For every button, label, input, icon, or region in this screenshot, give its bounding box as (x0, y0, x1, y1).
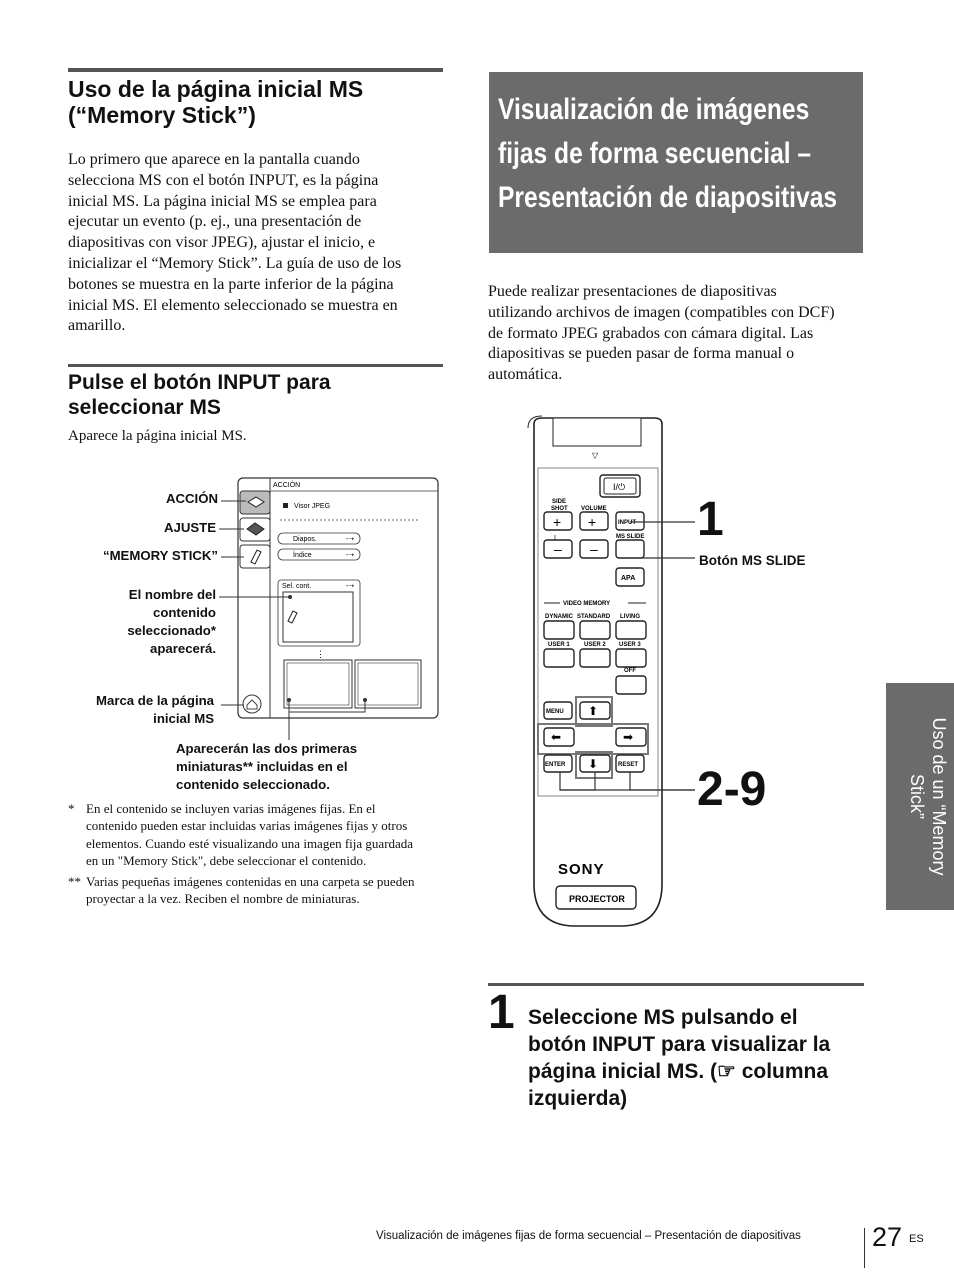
footnote-2-mark: ** (68, 874, 81, 889)
screen-item-indice: Índice (293, 552, 312, 559)
remote-callout-lines (520, 500, 760, 800)
ms-slide-label: Botón MS SLIDE (699, 553, 806, 568)
step1-number: 1 (488, 986, 515, 1039)
svg-text:STANDARD: STANDARD (577, 614, 611, 620)
footer-divider (864, 1228, 865, 1268)
right-arrow-icon: ➡ (623, 730, 634, 744)
callout-memory-stick: “MEMORY STICK” (102, 548, 218, 563)
svg-text:⋮: ⋮ (316, 649, 325, 659)
chapter-title: Visualización de imágenes fijas de forma secuencial – Presentación de diapositivas (498, 93, 838, 214)
page-lang: ES (909, 1233, 924, 1245)
svg-text:USER 3: USER 3 (619, 642, 641, 648)
projector-label: PROJECTOR (569, 894, 625, 904)
footer-text: Visualización de imágenes fijas de forma secuencial – Presentación de diapositivas (376, 1230, 801, 1242)
callout-ajuste: AJUSTE (163, 520, 216, 535)
svg-text:DYNAMIC: DYNAMIC (545, 614, 573, 620)
svg-text:ENTER: ENTER (545, 762, 566, 768)
svg-text:INPUT: INPUT (618, 520, 636, 526)
screen-item-sel: Sel. cont. (282, 583, 312, 590)
side-tab: Uso de un “Memory Stick” (886, 683, 954, 910)
svg-text:-➝: -➝ (346, 536, 355, 543)
section1-paragraph: Lo primero que aparece en la pantalla cuando selecciona MS con el botón INPUT, es la página inicial MS. La página inicial MS se emplea para ejecutar un evento (p. ej., una presentación de diapositivas con visor JPEG), ajustar el inicio, e inicializar el “Memory Stick”. La guía de uso de los botones se muestra en la parte inferior de la página inicial MS. El elemento seleccionado se muestra en amarillo. (68, 151, 402, 335)
step-label-1: 1 (697, 493, 724, 546)
callout-lines (0, 0, 480, 760)
svg-text:I/⏻: I/⏻ (613, 482, 626, 492)
svg-text:MS SLIDE: MS SLIDE (616, 534, 645, 540)
svg-text:MENU: MENU (546, 709, 564, 715)
svg-text:SIDE: SIDE (552, 499, 567, 505)
section2-intro: Aparece la página inicial MS. (68, 428, 247, 444)
svg-text:USER 1: USER 1 (548, 642, 570, 648)
footnote-1: En el contenido se incluyen varias imágenes fijas. En el contenido pueden estar incluidas varias imágenes fijas y otros elementos. Cuando esté visualizando una imagen fija guardada en un "Memory Stick", debe seleccionar el contenido. (86, 801, 414, 868)
svg-text:VOLUME: VOLUME (581, 506, 607, 512)
screen-header: ACCIÓN (273, 482, 301, 489)
footnote-1-mark: * (68, 801, 75, 816)
svg-text:+: + (588, 514, 597, 530)
screen-item-visor: Visor JPEG (294, 503, 331, 510)
step1-text: Seleccione MS pulsando el botón INPUT para visualizar la página inicial MS. (☞ columna izquierda) (528, 1006, 831, 1110)
svg-text:I: I (554, 535, 556, 542)
svg-text:–: – (590, 541, 598, 557)
svg-text:OFF: OFF (624, 668, 636, 674)
svg-text:-➝: -➝ (346, 552, 355, 559)
svg-text:RESET: RESET (618, 762, 639, 768)
step1-rule (488, 983, 864, 986)
callout-nombre: El nombre del contenido seleccionado* aparecerá. (127, 587, 216, 656)
screen-item-diapos: Diapos. (293, 536, 317, 543)
page-number: 27 (872, 1222, 903, 1252)
section2-title: Pulse el botón INPUT para seleccionar MS (68, 371, 331, 419)
svg-text:LIVING: LIVING (620, 614, 641, 620)
svg-text:-➝: -➝ (346, 583, 355, 590)
chapter-title-box (489, 72, 863, 253)
callout-accion: ACCIÓN (165, 491, 218, 506)
up-arrow-icon: ⬆ (588, 704, 599, 718)
callout-miniaturas: Aparecerán las dos primeras miniaturas** incluidas en el contenido seleccionado. (176, 741, 358, 792)
svg-text:SHOT: SHOT (551, 506, 568, 512)
step-label-2-9: 2-9 (697, 763, 767, 816)
svg-text:VIDEO MEMORY: VIDEO MEMORY (563, 601, 611, 607)
right-paragraph: Puede realizar presentaciones de diapositivas utilizando archivos de imagen (compatibles con DCF) de formato JPEG grabados con cámara digital. Las diapositivas se pueden pasar de forma manual o automática. (488, 283, 835, 384)
svg-text:–: – (554, 541, 562, 557)
svg-text:+: + (553, 514, 562, 530)
svg-text:▽: ▽ (592, 451, 599, 460)
callout-marca: Marca de la página inicial MS (96, 693, 214, 726)
svg-text:USER 2: USER 2 (584, 642, 606, 648)
section1-title: Uso de la página inicial MS (“Memory Stick”) (68, 76, 364, 128)
svg-text:APA: APA (621, 575, 636, 582)
footnote-2: Varias pequeñas imágenes contenidas en una carpeta se pueden proyectar a la vez. Reciben el nombre de miniaturas. (86, 874, 415, 907)
sony-logo: SONY (558, 861, 605, 878)
down-arrow-icon: ⬇ (588, 757, 599, 771)
left-arrow-icon: ⬅ (551, 730, 562, 744)
